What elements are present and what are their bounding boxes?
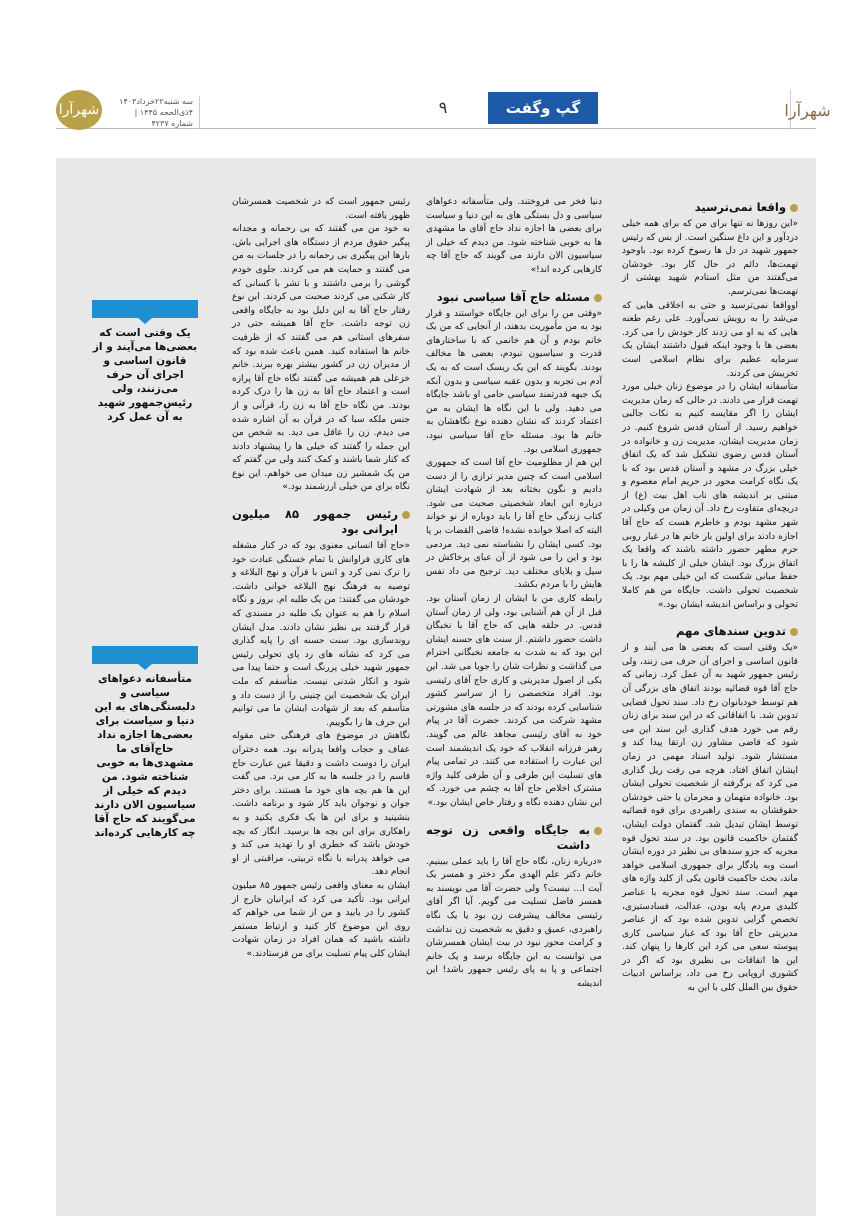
bullet-dot-icon (790, 204, 798, 212)
bullet-dot-icon (594, 827, 602, 835)
section-title: گپ وگفت (488, 92, 598, 124)
date-gregorian: سه شنبه۲۲خرداد۱۴۰۳ (119, 97, 193, 106)
page-header (56, 92, 831, 130)
dateline (114, 96, 200, 129)
pull-quote-text: متأسفانه دعواهای سیاسی و دلبستگی‌های به این دنیا و سیاست برای بعضی‌ها اجازه نداد حاج‌آقای ما مشهدی‌ها به خوبی شناخته شود. من دیدم که خیلی از سیاسیون الان دارند می‌گویند که حاج آقا چه کارهایی کرده‌اند (94, 673, 196, 839)
paragraph: «حاج آقا انسانی معنوی بود که در کنار مشغله های کاری فراوانش با تمام خستگی عبادت خود را ترک نمی کرد و انس با قرآن و نهج البلاغه و توصیه به فرهنگ نهج البلاغه خوانی داشت. خودشان می گفتند: من یک طلبه ام. بروز و نگاه اسلام را هم به عنوان یک طلبه در مسندی که قرار گرفتند بی نظیر نشان دادند. مدل ایشان روندسازی بود. سنت حسنه ای را پایه گذاری می کرد که نشانه های رد پای تحولی رئیس جمهور شهید خیلی پررنگ است و حتما پیدا می شود و انکار شدنی نیست. متأسفم که ملت ایران یک شخصیت این چنینی را از دست داد و متأسفم که بعد از شهادت ایشان ما می توانیم این حرف ها را بگوییم. (232, 541, 410, 728)
paragraph: «این روزها نه تنها برای من که برای همه خیلی دردآور و این داغ سنگین است. از بس که رئیس جمهور شهید در دل ها رسوخ کرده بود. باوجود تهمت‌ها، دائم در حال کار بود. خودشان می‌گفتند من مثل استادم شهید بهشتی از تهمت‌ها نمی‌ترسم. (622, 219, 798, 297)
paragraph: متأسفانه ایشان را در موضوع زنان خیلی مورد تهمت قرار می دادند. در حالی که زمان مدیریت ایشان را اگر مقایسه کنیم به نکات جالبی خواهیم رسید. از آستان قدس شروع کنیم. در زمان مدیریت ایشان، مدیریت زن و خانواده در آستان قدس رضوی تشکیل شد که یک اتفاق خیلی بزرگ در مشهد و آستان قدس بود که با یک نگاه کرامت محور در حریم امام معصوم و مبتنی بر اندیشه های ناب اهل بیت (ع) از دریچه‌ای متفاوت رخ داد. آن زمان من وکیلی در شهر مشهد بودم و خاطرم هست که حاج آقا اجازه دادند برای اولین بار خانم ها در غبار روبی حرم مطهر حضور داشته باشند که واقعا یک اتفاق بزرگ بود. ایشان خیلی از کلیشه ها را با حفظ مبانی شکست که این خیلی مهم بود. یک شخصیت تحولی داشت. جایگاه من هم کاملا تحولی و براساس اندیشه ایشان بود.» (622, 382, 798, 610)
paragraph: نگاهش در موضوع های فرهنگی حتی مقوله عفاف و حجاب واقعا پدرانه بود. همه دختران ایران را دوست داشت و دقیقا عین عبارت حاج قاسم را در جلسه ها به کار می برد. می گفت این ها هم بچه های خود ما هستند. برای دختر جوان و نوجوان باید کار شود و برنامه داشت. بنشینید و برای این ها یک فکری بکنید و به راهکاری برای این بچه ها برسید. انگار که بچه خودش باشد که خطری او را تهدید می کند و می خواهد پدرانه با نگاه تربیتی، مراقبتی از او انجام دهد. (232, 731, 410, 878)
date-hijri-issue: ۴ذی‌الحجه ۱۴۴۵ | شماره ۴۲۳۷ (134, 108, 193, 128)
paragraph: «درباره زنان، نگاه حاج آقا را باید عملی ببینیم. خانم دکتر علم الهدی مگر دختر و همسر یک آیت ا... نیست؟ ولی حضرت آقا می نویسند به همسر فاضل تسلیت می گویم. آیا اگر آقای رئیسی مخالف پیشرفت زن بود یا یک نگاه راهبردی، عمیق و دقیق به شخصیت زن نداشت و کرامت محور نبود در بیت ایشان همسرشان می توانست به این جایگاه برسد و یک خانم اجتماعی و پا به پای رئیس جمهور باشد! این اندیشه (426, 856, 602, 989)
bullet-dot-icon (790, 628, 798, 636)
column-middle (426, 196, 602, 991)
pull-quote-bar (92, 300, 198, 318)
subheading: مسئله حاج آقا سیاسی نبود (426, 290, 602, 305)
pull-quote-text: یک وقتی است که بعضی‌ها می‌آیند و از قانون اساسی و اجرای آن حرف می‌زنند، ولی رئیس‌جمهور شهید به آن عمل کرد (92, 327, 198, 423)
newspaper-logo-left: شهرآرا (56, 90, 102, 130)
column-right (622, 196, 798, 996)
paragraph: این هم از مظلومیت حاج آقا است که جمهوری اسلامی است که چنین مدیر ترازی را از دست دادیم و نگون بختانه بعد از شهادت ایشان درباره این ابعاد شخصیتی صحبت می شود. کتاب زندگی حاج آقا را باید دوباره از نو خواند البته که اصلا خوانده نشده! قاضی القضات بر پا بود. کسی ایشان را نشناسته نمی دید. مردمی بود و این را می شود از آن عبای پرخاکش در سیل و بلایای مختلف دید. ترجیح می داد نفس هایش را با مردم بکشد. (426, 458, 602, 591)
column-left (232, 196, 410, 961)
bullet-dot-icon (402, 511, 410, 519)
paragraph: رابطه کاری من با ایشان از زمان آستان بود. قبل از آن هم آشنایی بود، ولی از زمان آستان قدس. در حلقه هایی که حاج آقا با نخبگان داشت حضور داشتم. از سنت های حسنه ایشان این بود که به شدت به جامعه نخبگانی احترام می گذاشت و نظرات شان را جویا می شد. این یکی از اصول مدیریتی و کاری حاج آقای رئیسی بود. افراد متخصصی را از سراسر کشور شناسایی کرده بودند که در جلسه های مشورتی مشهد شرکت می کردند. حضرت آقا در پیام خود به آقای رئیسی مجاهد عالم می گویند. رهبر فرزانه انقلاب که خود یک اندیشمند است این عبارت را استفاده می کنند. در تمامی پیام های تسلیت این طرفی و آن طرفی کلید واژه مشترک اخلاص حاج آقا به چشم می خورد. که این نشان دهنده نگاه و رفتار خاص ایشان بود.» (426, 594, 602, 808)
subheading: واقعا نمی‌ترسید (622, 200, 798, 215)
pull-quote-1 (92, 300, 198, 424)
paragraph: «یک وقتی است که بعضی ها می آیند و از قانون اساسی و اجرای آن حرف می زنند، ولی رئیس جمهور شهید به آن عمل کرد. زمانی که حاج آقا قوه قضائیه بودند اتفاق های بزرگی آن هم توسط خودبانوان رخ داد. سند تحول قضایی تدوین شد. با اتفاقاتی که در این سند برای زنان رقم می خورد هدف گذاری این سند این می شود که قاضی مشاور زن ارتقا پیدا کند و مستشار شود. تولید اسناد مهمی در زمان ایشان اتفاق افتاد. هرچه می رفت ریل گذاری می کرد که برگرفته از شخصیت تحولی ایشان بود. خانواده متهمان و مجرمان یا حتی خودشان حقوقشان به سندی راهبردی برای قوه قضائیه توسط ایشان تبدیل شد. گفتمان دولت ایشان، گفتمان حاکمیت قانون بود. در سند تحول قوه مجریه که جزو سندهای بی نظیر در دوره ایشان است وبه یادگار برای جمهوری اسلامی خواهد ماند، بحث حاکمیت قانون یکی از کلید واژه های مهم است. سند تحول قوه مجریه با عناصر کلیدی مردم پایه بودن، عدالت، فسادستیزی، تخصص گرایی تدوین شده بود که از عناصر مدیریتی حاج آقا بود که غبار سیاسی کاری پیوسته سعی می کرد این کارها را پنهان کند. این ها اتفاقات بی نظیری بود که اگر در کشوری اروپایی رخ می داد، براساس ادبیات حقوق بین الملل کلی با این به (622, 643, 798, 994)
paragraph: ایشان به معنای واقعی رئیس جمهور ۸۵ میلیون ایرانی بود. تأکید می کرد که ایرانیان خارج از کشور را در یابید و من از شما می خواهم که روی این موضوع کار کنید و ارتباط مستمر داشته باشید که همان افراد در زمان شهادت ایشان کلی پیام تسلیت برای من فرستادند.» (232, 880, 410, 959)
newspaper-logo-right: شهرآرا (790, 90, 824, 130)
paragraph: «وقتی من را برای این جایگاه خواستند و قرار بود به من مأموریت بدهند، از آنجایی که من یک خانم بودم و آن هم خانمی که با ساختارهای قدرت و سیاسیون نبودم، بعضی ها مخالف بودند. بگویند که این یک ریسک است که به یک آدم بی تجربه و بدون عقبه سیاسی و بدون آنکه یک جبهه قدرتمند سیاسی حامی او باشد جایگاه می دهید. ولی با این نگاه ها ایشان به من اعتماد کردند که نشان دهنده نوع نگاهشان به خانم ها بود. مسئله حاج آقا سیاسی نبود، جمهوری اسلامی بود. (426, 308, 602, 455)
paragraph: دنیا فخر می فروختند. ولی متأسفانه دعواهای سیاسی و دل بستگی های به این دنیا و سیاست برای بعضی ها اجازه نداد حاج آقای ما مشهدی ها به خوبی شناخته شود. من دیدم که خیلی از سیاسیون الان دارند می گویند که حاج آقا چه کارهایی کرده اند!» (426, 197, 602, 275)
subheading: رئیس جمهور ۸۵ میلیون ایرانی بود (232, 507, 410, 537)
bullet-dot-icon (594, 294, 602, 302)
paragraph: رئیس جمهور است که در شخصیت همسرشان ظهور یافته است. (232, 197, 410, 221)
paragraph: اوواقعا نمی‌ترسید و حتی به اخلاقی هایی که می‌شد را به رویش نمی‌آورد. علی رغم طعنه هایی که به او می زدند کار خودش را می کرد. بعضی ها با وجود اینکه قبول داشتند ایشان یک سرمایه عظیم برای نظام اسلامی است تخریبش می کردند. (622, 300, 798, 379)
subheading: تدوین سندهای مهم (622, 624, 798, 639)
subheading: به جایگاه واقعی زن توجه داشت (426, 823, 602, 853)
paragraph: به خود من می گفتند که بی رحمانه و مجدانه پیگیر حقوق مردم از دستگاه های اجرایی باش. بارها این پیگیری بی رحمانه را در جلسات به من می گفتند و حمایت هم می کردند. جلوی خودم گوشی را برمی داشتند و با تشر با کسانی که کار شکنی می کردند صحبت می کردند. این نوع رفتار حاج آقا به این دلیل بود به جایگاه واقعی زن توجه داشت. حاج آقا همیشه حتی در سفرهای استانی هم می گفتند که از ظرفیت خانم ها استفاده کنید. همین باعث شده بود که از مدیران زن در کشور بیشتر بهره ببرند. خانم خزعلی هم همیشه می گفتند نگاه حاج آقا پرازه است و اعتماد حاج آقا به زن ها را درک کرده بودند. من نگاه حاج آقا به زن را، قرآنی و از جنس ملکه سبا که در قرآن به آن اشاره شده می دیدم. زن را عاقل می دید. به شخص من این جمله را گفتند که خیلی ها را پیشنهاد دادند که کنار شما باشند و کمک کنند ولی من گفتم که من یک شمشیر زن میدان می خواهم. این نوع نگاه برای من خیلی ارزشمند بود.» (232, 224, 410, 493)
page-number: ۹ (438, 98, 448, 117)
pull-quote-bar (92, 646, 198, 664)
pull-quote-2 (92, 646, 198, 840)
